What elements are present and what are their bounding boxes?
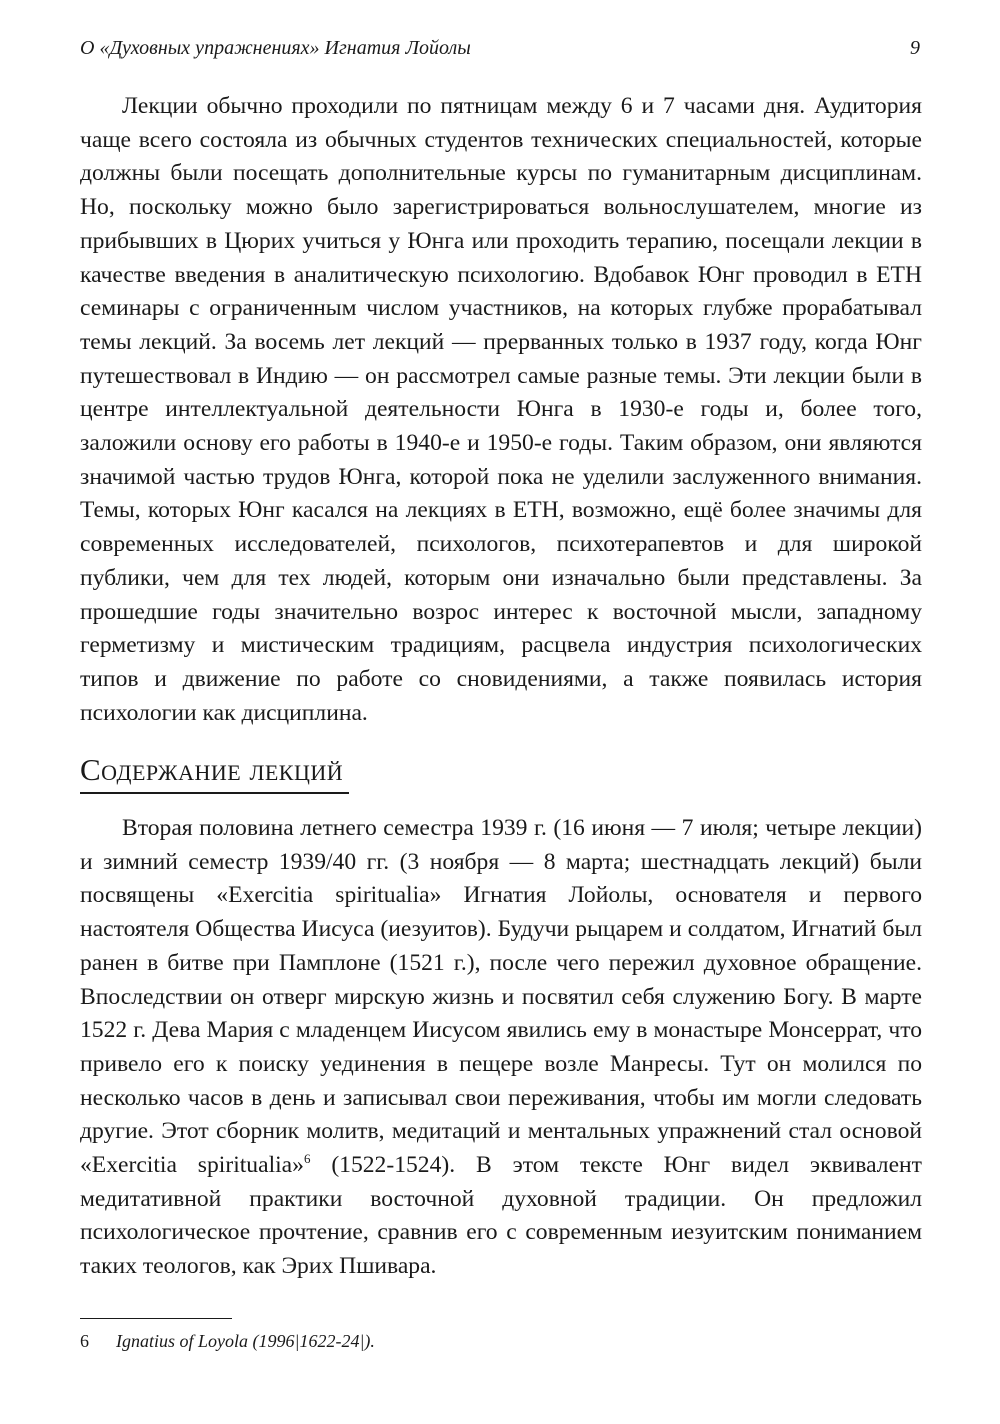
body-paragraph-1: Лекции обычно проходили по пятницам между 6 и 7 часами дня. Аудитория чаще всего состояла из обычных студентов технических специальностей, которые должны были посещать дополнительные курсы по гуманитарным дисциплинам. Но, поскольку можно было зарегистрироваться вольнослушателем, многие из прибывших в Цюрих учиться у Юнга или проходить терапию, посещали лекции в качестве введения в аналитическую психологию. Вдобавок Юнг проводил в ЕТН семинары с ограниченным числом участников, на которых глубже прорабатывал темы лекций. За восемь лет лекций — прерванных только в 1937 году, когда Юнг путешествовал в Индию — он рассмотрел самые разные темы. Эти лекции были в центре интеллектуальной деятельности Юнга в 1930-е годы и, более того, заложили основу его работы в 1940-е и 1950-е годы. Таким образом, они являются значимой частью трудов Юнга, которой пока не уделили заслуженного внимания. Темы, которых Юнг касался на лекциях в ЕТН, возможно, ещё более значимы для современных исследователей, психологов, психотерапевтов и для широкой публики, чем для тех людей, которым они изначально были представлены. За прошедшие годы значительно возрос интерес к восточной мысли, западному герметизму и мистическим традициям, расцвела индустрия психологических типов и движение по работе со сновидениями, а также появилась история психологии как дисциплина.	[80, 93, 922, 726]
paragraph-2-text-start: Вторая половина летнего семестра 1939 г. (16 июня — 7 июля; четыре лекции) и зимний семестр 1939/40 гг. (3 ноября — 8 марта; шестнадцать лекций) были посвящены «Exercitia spiritualia» Игнатия Лойолы, основателя и первого настоятеля Общества Иисуса (иезуитов). Будучи рыцарем и солдатом, Игнатий был ранен в битве при Памплоне (1521 г.), после чего пережил духовное обращение. Впоследствии он отверг мирскую жизнь и посвятил себя служению Богу. В марте 1522 г. Дева Мария с младенцем Иисусом явились ему в монастыре Монсеррат, что привело его к поиску уединения в пещере возле Манресы. Тут он молился по несколько часов в день и записывал свои переживания, чтобы им могли следовать другие. Этот сборник молитв, медитаций и ментальных упражнений стал основой «Exercitia spiritualia»	[80, 815, 922, 1179]
footnote-text: Ignatius of Loyola (1996|1622-24|).	[116, 1331, 375, 1351]
body-paragraph-2	[80, 812, 922, 1284]
footnote-reference[interactable]: 6	[303, 1151, 311, 1167]
footnote-number: 6	[80, 1331, 89, 1351]
running-head	[80, 34, 920, 62]
footnote-divider	[80, 1318, 232, 1319]
paragraph-2-text-end: (1522-1524). В этом тексте Юнг видел эквивалент медитативной практики восточной духовной традиции. Он предложил психологическое прочтение, сравнив его с современным иезуитским пониманием таких теологов, как Эрих Пшивара.	[80, 1152, 922, 1280]
page-number: 9	[910, 37, 920, 59]
section-heading: Содержание лекций	[80, 748, 349, 794]
running-head-title: О «Духовных упражнениях» Игнатия Лойолы	[80, 37, 471, 59]
footnote	[80, 1328, 922, 1354]
